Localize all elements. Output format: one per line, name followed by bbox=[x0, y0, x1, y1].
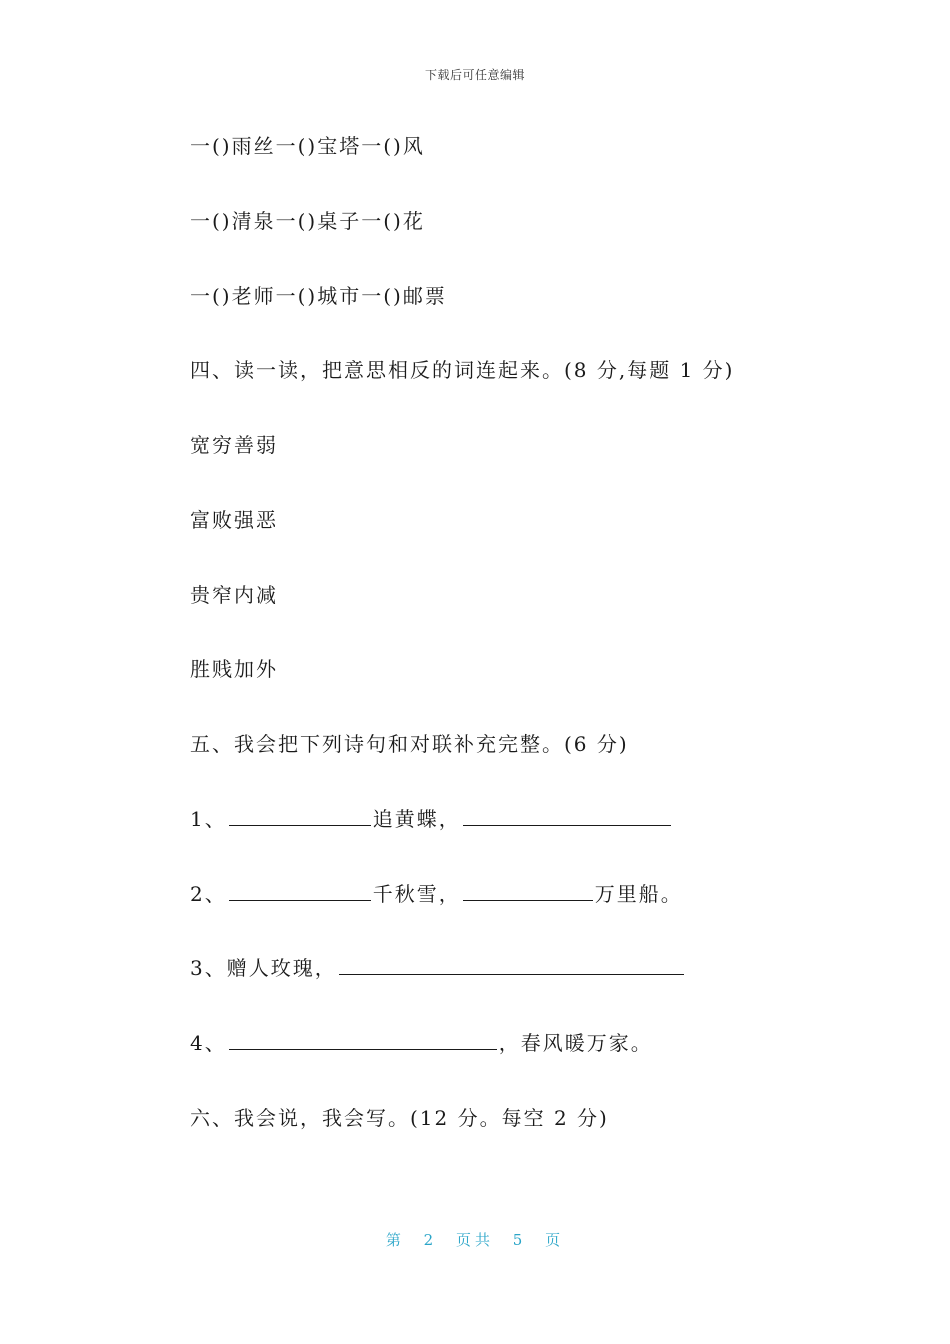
page-footer: 第 2 页共 5 页 bbox=[385, 1231, 565, 1249]
fill-blank[interactable] bbox=[229, 807, 371, 826]
antonym-row-4: 胜贱加外 bbox=[190, 657, 278, 681]
poem-text: ，春风暖万家。 bbox=[498, 1031, 653, 1055]
fill-blank[interactable] bbox=[229, 882, 371, 901]
poem-item-2 bbox=[190, 880, 683, 908]
item-number: 3、 bbox=[190, 956, 227, 980]
fill-blank[interactable] bbox=[229, 1031, 497, 1050]
measure-word-line-2: 一()清泉一()桌子一()花 bbox=[190, 209, 425, 233]
poem-item-3 bbox=[190, 954, 686, 982]
poem-item-4 bbox=[190, 1029, 653, 1057]
page-header: 下载后可任意编辑 bbox=[424, 68, 525, 82]
section-5-title: 五、我会把下列诗句和对联补充完整。(6 分) bbox=[190, 732, 629, 756]
poem-text: 万里船。 bbox=[594, 882, 683, 906]
antonym-row-1: 宽穷善弱 bbox=[190, 433, 278, 457]
measure-word-line-3: 一()老师一()城市一()邮票 bbox=[190, 284, 447, 308]
poem-item-1 bbox=[190, 805, 673, 833]
fill-blank[interactable] bbox=[339, 956, 684, 975]
item-number: 2、 bbox=[190, 882, 227, 906]
measure-word-line-1: 一()雨丝一()宝塔一()风 bbox=[190, 134, 425, 158]
fill-blank[interactable] bbox=[463, 882, 593, 901]
antonym-row-3: 贵窄内减 bbox=[190, 583, 278, 607]
poem-text: 追黄蝶， bbox=[372, 807, 461, 831]
antonym-row-2: 富败强恶 bbox=[190, 508, 278, 532]
item-number: 4、 bbox=[190, 1031, 227, 1055]
item-number: 1、 bbox=[190, 807, 227, 831]
section-4-title: 四、读一读，把意思相反的词连起来。(8 分,每题 1 分) bbox=[190, 358, 735, 382]
poem-text: 千秋雪， bbox=[372, 882, 461, 906]
poem-text: 赠人玫瑰， bbox=[226, 956, 337, 980]
section-6-title: 六、我会说，我会写。(12 分。每空 2 分) bbox=[190, 1106, 609, 1130]
fill-blank[interactable] bbox=[463, 807, 671, 826]
